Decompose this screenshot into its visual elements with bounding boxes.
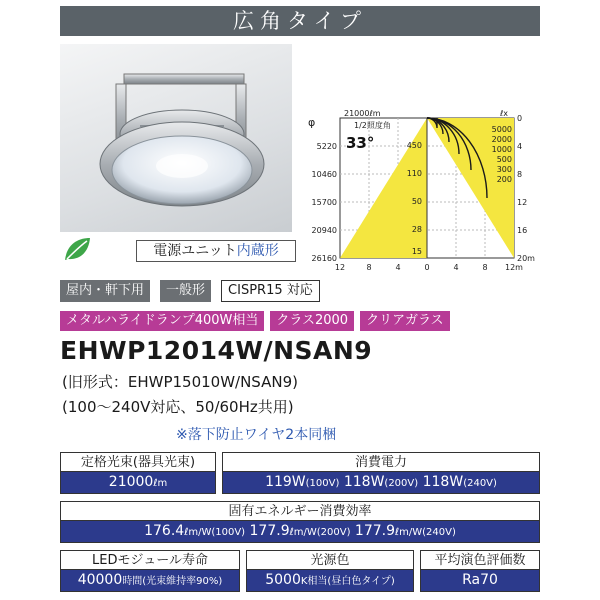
inner-value: 15 — [411, 247, 422, 256]
tag-class: クラス2000 — [270, 311, 354, 331]
tag-cispr: CISPR15 対応 — [221, 280, 320, 302]
spec-color — [246, 550, 414, 592]
spec-efficiency-label: 固有エネルギー消費効率 — [61, 502, 539, 521]
model-number: EHWP12014W/NSAN9 — [60, 336, 373, 365]
right-y-tick: 4 — [517, 142, 523, 151]
spec-efficiency-value: 176.4ℓm/W(100V) 177.9ℓm/W(200V) 177.9ℓm/W(240V) — [61, 521, 539, 542]
bottom-tick: 12m — [505, 263, 523, 272]
feature-tags — [60, 311, 450, 331]
voltage-info: (100〜240V対応、50/60Hz共用) — [62, 398, 294, 416]
unit-label: ℓx — [500, 109, 509, 118]
spec-power-label: 消費電力 — [223, 453, 539, 472]
left-y-tick: 20940 — [311, 226, 337, 235]
spec-color-value: 5000K相当(昼白色タイプ) — [247, 570, 413, 591]
bottom-tick: 8 — [366, 263, 372, 272]
spec-life — [60, 550, 240, 592]
curve-value: 500 — [496, 155, 512, 164]
power-unit-prefix: 電源ユニット — [153, 243, 237, 259]
accessory-note: ※落下防止ワイヤ2本同梱 — [176, 427, 337, 443]
spec-life-label: LEDモジュール寿命 — [61, 551, 239, 570]
inner-value: 110 — [406, 169, 422, 178]
tag-lamp-equivalent: メタルハライドランプ400W相当 — [60, 311, 264, 331]
tag-glass: クリアガラス — [360, 311, 449, 331]
spec-lumen — [60, 452, 216, 494]
spec-lumen-value: 21000ℓm — [61, 472, 215, 493]
spec-lumen-label: 定格光束(器具光束) — [61, 453, 215, 472]
right-y-tick: 0 — [517, 114, 523, 123]
highbay-light-illustration — [60, 44, 292, 232]
spec-color-label: 光源色 — [247, 551, 413, 570]
spec-ra-label: 平均演色評価数 — [421, 551, 539, 570]
spec-ra — [420, 550, 540, 592]
spec-efficiency — [60, 501, 540, 543]
section-title: 広角タイプ — [60, 6, 540, 36]
half-angle-label: 1/2照度角 — [354, 121, 391, 130]
curve-value: 200 — [496, 175, 512, 184]
curve-value: 2000 — [491, 135, 512, 144]
right-y-tick: 20m — [517, 254, 535, 263]
bottom-tick: 12 — [334, 263, 346, 272]
power-unit-label — [136, 240, 296, 262]
bottom-tick: 4 — [395, 263, 401, 272]
left-y-tick: 5220 — [316, 142, 337, 151]
curve-value: 5000 — [491, 125, 512, 134]
left-y-tick: 10460 — [311, 170, 337, 179]
product-photo — [60, 44, 292, 232]
curve-value: 1000 — [491, 145, 512, 154]
inner-value: 450 — [406, 141, 422, 150]
usage-tags — [60, 280, 320, 302]
spec-power-value: 119W(100V) 118W(200V) 118W(240V) — [223, 472, 539, 493]
inner-value: 50 — [411, 197, 422, 206]
left-y-tick: 26160 — [311, 254, 337, 263]
left-y-tick: 15700 — [311, 198, 337, 207]
right-y-tick: 16 — [517, 226, 528, 235]
light-distribution-chart — [300, 108, 535, 278]
power-unit-highlight: 内蔵形 — [236, 243, 279, 259]
eco-leaf-icon — [62, 236, 92, 262]
theta-symbol: φ — [308, 116, 316, 129]
old-model: (旧形式：EHWP15010W/NSAN9) — [62, 373, 298, 391]
curve-value: 300 — [496, 165, 512, 174]
tag-general: 一般形 — [160, 280, 211, 302]
spec-life-value: 40000時間(光束維持率90%) — [61, 570, 239, 591]
bottom-tick: 4 — [453, 263, 459, 272]
right-y-tick: 8 — [517, 170, 523, 179]
inner-value: 28 — [411, 225, 422, 234]
right-y-tick: 12 — [517, 198, 528, 207]
bottom-tick: 8 — [482, 263, 488, 272]
bottom-tick: 0 — [424, 263, 430, 272]
half-angle-value: 33° — [346, 134, 375, 152]
tag-indoor: 屋内・軒下用 — [60, 280, 150, 302]
top-lumen-label: 21000ℓm — [344, 109, 381, 118]
spec-power — [222, 452, 540, 494]
spec-ra-value: Ra70 — [421, 570, 539, 591]
